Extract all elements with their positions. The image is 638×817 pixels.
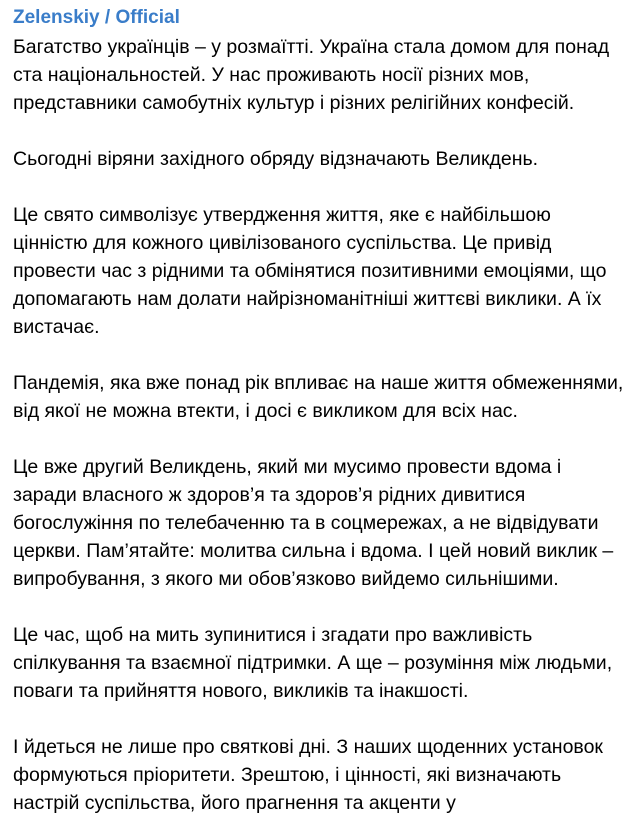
message-paragraph: Сьогодні віряни західного обряду відзначають Великдень.: [13, 148, 539, 170]
message-paragraph: Це час, щоб на мить зупинитися і згадати про важливість спілкування та взаємної підтримки. А ще – розуміння між людьми, поваги та прийняття нового, викликів та інакшості.: [13, 624, 613, 702]
message-paragraph: Пандемія, яка вже понад рік впливає на наше життя обмеженнями, від якої не можна втекти, і досі є викликом для всіх нас.: [13, 372, 624, 422]
message-paragraph: Це свято символізує утвердження життя, яке є найбільшою цінністю для кожного цивілізованого суспільства. Це привід провести час з рідними та обмінятися позитивними емоціями, що допомагають нам долати найрізноманітніші життєві виклики. А їх вистачає.: [13, 204, 607, 338]
message-paragraph: Багатство українців – у розмаїтті. Україна стала домом для понад ста національностей. У нас проживають носії різних мов, представники самобутніх культур і різних релігійних конфесій.: [13, 36, 610, 114]
channel-name-link[interactable]: Zelenskiy / Official: [13, 7, 180, 28]
message-paragraph: І йдеться не лише про святкові дні. З наших щоденних установок формуються пріоритети. Зрештою, і цінності, які визначають настрій суспільства, його прагнення та акценти у: [13, 736, 603, 814]
message-paragraph: Це вже другий Великдень, який ми мусимо провести вдома і заради власного ж здоров’я та здоров’я рідних дивитися богослужіння по телебаченню та в соцмережах, а не відвідувати церкви. Пам’ятайте: молитва сильна і вдома. І цей новий виклик – випробування, з якого ми обов’язково вийдемо сильнішими.: [13, 456, 614, 590]
